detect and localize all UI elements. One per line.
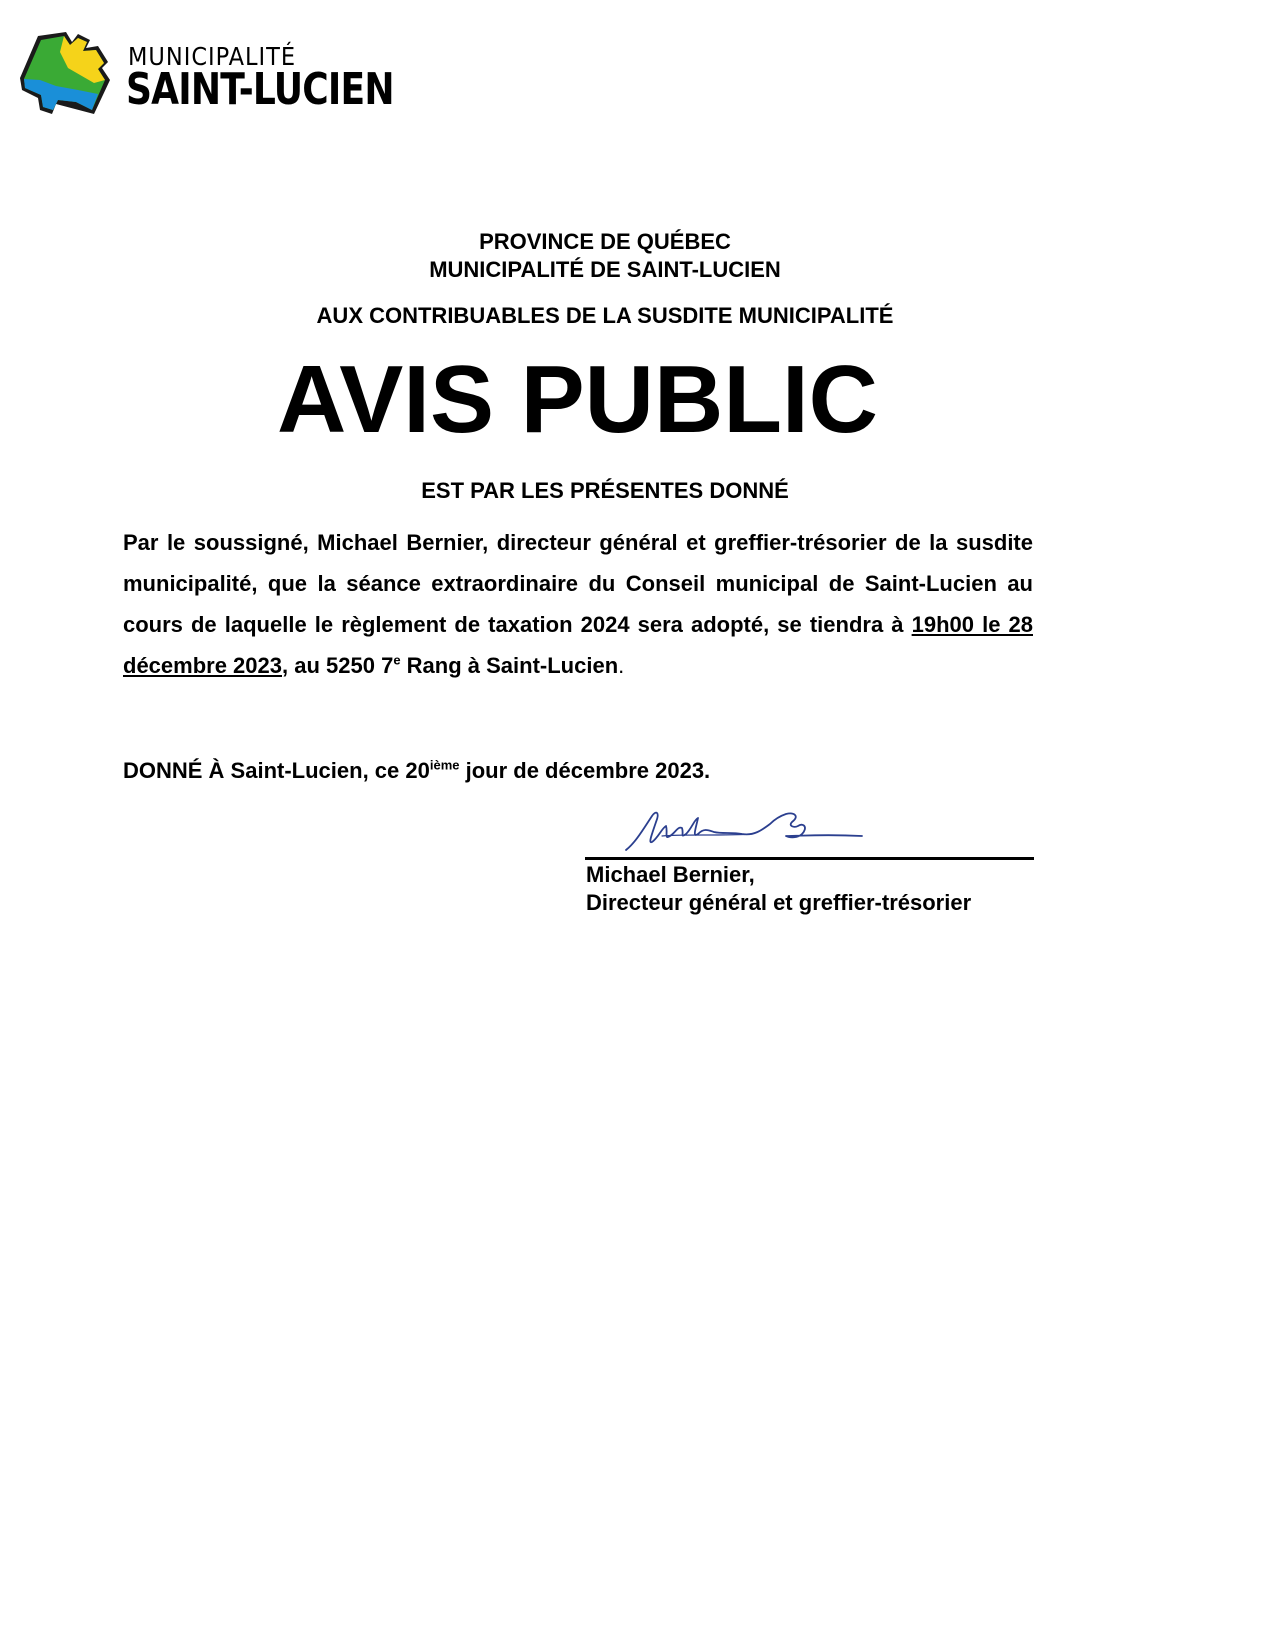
given-at-prefix: DONNÉ À Saint-Lucien, ce 20 [123, 758, 430, 783]
signer-title: Directeur général et greffier-trésorier [586, 890, 972, 915]
given-at-sup: ième [429, 757, 460, 773]
given-heading: EST PAR LES PRÉSENTES DONNÉ [421, 478, 789, 503]
handwritten-signature [622, 806, 867, 858]
municipality-heading: MUNICIPALITÉ DE SAINT-LUCIEN [429, 257, 781, 282]
province-heading: PROVINCE DE QUÉBEC [479, 229, 731, 254]
logo-small-text: MUNICIPALITÉ [128, 42, 297, 71]
logo-big-text: SAINT-LUCIEN [126, 64, 394, 115]
signature-line [585, 857, 1034, 860]
signer-name: Michael Bernier, [586, 862, 755, 887]
body-end-period: . [618, 653, 625, 678]
recipients-heading: AUX CONTRIBUABLES DE LA SUSDITE MUNICIPALITÉ [316, 303, 894, 328]
body-address-sup: e [393, 652, 401, 668]
puzzle-logo-icon [16, 28, 118, 124]
meeting-date-time: 19h00 le 28 décembre 2023 [123, 612, 1033, 678]
notice-body [123, 522, 1033, 686]
given-at-suffix: jour de décembre 2023. [459, 758, 711, 783]
given-at-line [123, 758, 710, 784]
body-address-suffix: Rang à Saint-Lucien [400, 653, 619, 678]
notice-title: AVIS PUBLIC [277, 346, 878, 453]
municipality-logo [16, 28, 394, 124]
body-intro: Par le soussigné, Michael Bernier, directeur général et greffier-trésorier de la susdite municipalité, que la séance extraordinaire du Conseil municipal de Saint-Lucien au cours de laquelle le règlement de taxation 2024 sera adopté, se tiendra à [123, 530, 1033, 637]
body-address-prefix: , au 5250 7 [282, 653, 394, 678]
